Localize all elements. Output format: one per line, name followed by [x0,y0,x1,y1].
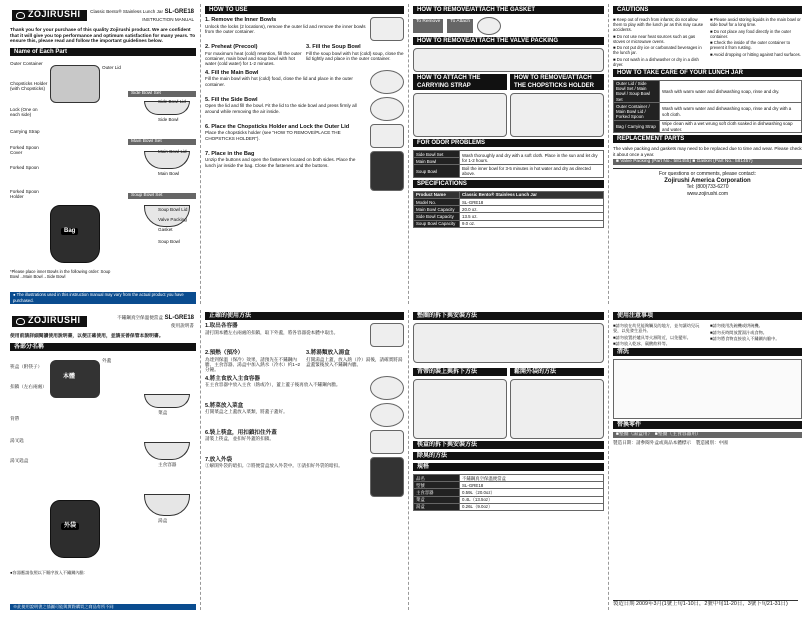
table-row: 菜盒 0.4L（13.5oz） [414,496,604,503]
label-side-bowl-lid: Side Bowl Lid [158,98,186,104]
step-5: 5.將菜放入菜盒 打開菜盒之上蓋放入菜類，將蓋子蓋好。 [205,403,404,427]
label-chopsticks-holder: Chopsticks Holder (with Chopsticks) [10,80,48,91]
chopsticks-heading: HOW TO REMOVE/ATTACH THE CHOPSTICKS HOLDER [510,74,604,90]
label-carrying-strap: Carrying Strap [10,128,40,134]
model-number: SL-GRE18 [164,8,194,15]
table-row: 湯盒 0.26L（9.0oz） [414,503,604,510]
steps-2-3 [205,350,404,376]
step-6-figure [370,124,404,148]
zojirushi-logo-icon [16,12,25,19]
gasket-attach-label: To Attach [447,19,473,33]
table-row: Outer Container / Main Bowl Lid / Forked Spoon Wash with warm water and dishwashing soap, rinse and dry with a soft cloth. [614,103,802,121]
step-4-text: Fill the main bowl with hot (cold) food, close the lid and place in the outer container. [205,76,353,87]
manufacture-date: 製造日期 2009年3月(1號上旬1-10日，2號中旬11-20日，3號下旬21-31日) [613,600,798,608]
label-outer-lid: Outer Lid [102,64,121,70]
cautions-list [613,17,802,67]
chopsticks-heading: 筷盒的拆下與安裝方法 [413,441,604,449]
intro-text: Thank you for your purchase of this quality Zojirushi product. We are confident that it will give you top performance and optimum satisfaction for many years. To ensure this, please read and follow the important guidelines below. [10,28,196,45]
parts-diagram [10,59,196,289]
model-number: SL-GRE18 [164,314,194,321]
contact-website: www.zojirushi.com [686,190,729,197]
contact-company: Zojirushi America Corporation [664,177,751,184]
step-6: 6.裝上筷盒，用扣鎖扣住外蓋 請裝上筷盒，並扣好外蓋的扣鎖。 [205,430,404,454]
steps-2-3 [205,44,404,70]
label-outer-lid: 外蓋 [102,357,112,363]
strap-figure [413,379,507,439]
table-row: Soup Bowl Boil the inner bowl for 3-5 minutes in hot water and dry as directed above. [414,165,604,177]
gasket-heading: HOW TO REMOVE/ATTACH THE GASKET [413,6,604,14]
care-heading: 清洗 [613,348,802,356]
bowl-order-note: *Please place inner Bowls in the following order: Soup Bowl→Main Bowl→Side Bowl [10,268,111,279]
table-row: Product Name Classic Bento® Stainless Lunch Jar [414,191,604,198]
cautions-heading: 使用注意事項 [613,312,802,320]
step-7: 7.放入外袋 ①解開外袋的暗扣。②將便當盒放入外袋中。③請扣好外袋的暗扣。 [205,457,404,497]
gasket-heading: 墊圈的拆下與安裝方法 [413,312,604,320]
label-lock: Lock (One on each side) [10,106,38,117]
intro-text: 使用前請詳細閱讀使用說明書，以便正確使用，並請妥善保管本說明書。 [10,334,164,339]
table-row: Soup Bowl Capacity 9.0 oz. [414,220,604,227]
chinese-header [10,310,196,332]
step-7-figure [370,151,404,191]
english-sheet [4,4,804,304]
label-soup-bowl: 湯盒 [158,517,168,523]
table-row: Main Bowl [414,158,604,165]
label-side-bowl: Side Bowl [158,116,179,122]
strap-heading: 背帶的裝上與拆下方法 [413,368,507,376]
table-row: 品名 不鏽鋼真空保溫便當盒 [414,475,604,482]
parts-heading: 各部分名稱 [10,343,196,351]
english-cautions-column [608,4,802,304]
step-6-title: 6. Place the Chopsticks Holder and Lock the Outer Lid [205,123,350,130]
main-bowl-set-heading: Main Bowl Set [128,139,196,145]
strap-chopsticks-section [413,72,604,137]
brand-logo: ZOJIRUSHI [12,10,87,21]
table-row: Side Bowl Capacity 13.5 oz. [414,213,604,220]
care-table-figure [613,359,802,419]
chopsticks-figure [510,93,604,137]
step-4: 4.將主食放入主食容器 在主食容器中放入主食（熱或冷），蓋上蓋子後再放入不鏽鋼內膽。 [205,376,404,400]
spec-table [413,474,604,511]
list-item: ■請勿使用洗碗機或烘碗機。 [710,323,763,328]
list-item: ■ Check the inside of the outer container to prevent it from rusting. [710,40,791,50]
contact-question: For questions or comments, please contact: [659,171,756,178]
label-main-bowl: Main Bowl [158,170,180,176]
label-forked-spoon-holder: Forked Spoon Holder [10,188,39,199]
bag-illustration: 外袋 [50,500,100,558]
list-item: ■請勿放入乾冰、碳酸飲料等。 [613,341,670,346]
label-carrying-strap: 背帶 [10,415,20,421]
step-4 [205,70,404,94]
table-row: Main Bowl Capacity 20.0 oz. [414,206,604,213]
manual-title: INSTRUCTION MANUAL [142,16,194,22]
how-to-use-heading: HOW TO USE [205,6,404,14]
main-bowl-illustration [144,442,190,460]
strap-chopsticks-section [413,366,604,439]
step-6-text: Place the chopsticks holder (see "HOW TO REMOVE/PLACE THE CHOPSTICKS HOLDER"). [205,130,341,141]
table-row: 型號 SL-GRE18 [414,482,604,489]
gasket-section [413,17,604,35]
gasket-remove-label: To Remove [413,19,443,33]
bag-open-figure [510,379,604,439]
model-block [90,8,194,23]
label-lock: 扣鎖（左右兩處） [10,383,47,389]
bowl-order-note: ●容器應請依照以下順序放入不鏽鋼內膽： [10,569,88,575]
replacement-text: The valve packing and gaskets may need to be replaced due to time and wear. Please check it about once a year. [613,146,802,157]
odor-heading: FOR ODOR PROBLEMS [413,139,604,147]
list-item: ■ Do not place any food directly in the outer container. [710,28,791,39]
label-side-bowl: 菜盒 [158,409,168,415]
label-forked-spoon: Forked Spoon [10,164,39,170]
valve-heading: HOW TO REMOVE/ATTACH THE VALVE PACKING [413,37,604,45]
step-2-title: 2. Preheat (Precool) [205,44,258,50]
soup-bowl-illustration [144,494,190,516]
label-forked-spoon-cover: Forked Spoon Cover [10,144,39,155]
spec-heading: 規格 [413,463,604,471]
replacement-heading: 替換零件 [613,421,802,429]
care-table [613,80,802,134]
valve-figure [413,48,604,72]
list-item: ■請勿放在幼兒能夠觸及的地方，並勿讓幼兒玩耍，以免發生意外。 [613,323,700,333]
table-row: 主食容器 0.59L（20.0oz） [414,489,604,496]
spec-table [413,191,604,228]
step-7-text: Unzip the buttons and open the fasteners located on both sides. Place the lunch jar inside the bag. Close the fasteners and the buttons. [205,157,356,168]
english-maintenance-column [408,4,604,304]
odor-heading: 除臭的方法 [413,452,604,460]
label-main-bowl-lid: Main Bowl Lid [158,148,187,154]
list-item: ■ Avoid dropping or hitting against hard surfaces. [710,51,801,57]
chinese-maintenance-column [408,310,604,610]
step-4-figure [370,376,404,400]
strap-figure [413,93,507,137]
step-1-figure [370,323,404,347]
contact-phone: Tel: (800)733-6270 [686,184,729,191]
parts-heading: Name of Each Part [10,48,196,56]
chinese-sheet [4,310,804,610]
zojirushi-logo-icon [16,318,25,325]
contact-block [613,168,802,197]
english-header [10,4,196,26]
brand-logo: ZOJIRUSHI [12,316,87,327]
replacement-heading: REPLACEMENT PARTS [613,135,802,143]
label-main-bowl: 主食容器 [158,461,177,467]
list-item: ■ Please avoid storing liquids in the main bowl or side bowl for a long time. [710,17,801,27]
step-3 [306,44,404,67]
made-in-text: 製造日期：請參閱外盒或商品本體標示 製造國別：中國 [613,440,728,445]
step-7 [205,151,404,191]
list-item: ■請勿放置於爐具等火源附近，以免變形。 [613,334,691,340]
parts-diagram [10,354,196,584]
manual-title: 使用說明書 [171,322,194,328]
label-soup-bowl-lid: Soup Bowl Lid [158,206,188,212]
main-body-illustration: 本體 [50,360,100,398]
step-1-title: 1. Remove the Inner Bowls [205,17,277,23]
step-3-title: 3. Fill the Soup Bowl [306,44,361,50]
step-6 [205,124,404,148]
chinese-how-to-use-column [200,310,404,610]
cautions-heading: CAUTIONS [613,6,802,14]
side-bowl-illustration [144,394,190,408]
table-row: Outer Lid / Side Bowl Set / Main Bowl / Soup Bowl Set Wash with warm water and dishwashing soap, rinse and dry. [614,80,802,103]
step-5-text: Open the lid and fill the bowl. Fit the lid to the side bowl and press firmly all around while removing the air inside. [205,103,357,114]
step-5-figure [370,403,404,427]
side-bowl-set-heading: Side Bowl Set [128,91,196,97]
label-spoon: 湯叉匙 [10,437,24,443]
gasket-figure [413,323,604,363]
step-1-figure [370,17,404,41]
product-name: Classic Bento® Stainless Lunch Jar [90,8,163,14]
step-1 [205,17,404,41]
step-1-text: Unlock the locks (2 locations), remove the outer lid and remove the inner bowls from the outer container. [205,23,366,34]
step-3: 3.將湯類放入湯盒 打開湯盒上蓋，放入熱（冷）湯後，請確實將湯盒蓋緊後放入不鏽鋼內膽。 [306,350,403,367]
step-2: 2.預熱（預冷） 為達到保溫（保冷）效果，請預先在不鏽鋼內膽、主食容器、湯盒中加入熱水（冷水）約1~2分鐘。 [205,350,301,373]
step-5 [205,97,404,121]
step-2 [205,44,303,67]
label-gasket: Gasket [158,226,173,232]
label-soup-bowl: Soup Bowl [158,238,180,244]
list-item: ■請勿長時間放置湯汁或食物。 [710,329,767,335]
bag-illustration: Bag [50,205,100,263]
model-block [117,314,194,329]
chinese-parts-column [10,310,196,610]
list-item: ■ Do not put dry ice or carbonated beverages in the lunch jar. [613,45,702,55]
care-heading: HOW TO TAKE CARE OF YOUR LUNCH JAR [613,69,802,77]
product-name: 不鏽鋼真空保溫便當盒 [117,314,163,320]
soup-bowl-set-heading: Soup Bowl Set [128,193,196,199]
english-how-to-use-column [200,4,404,304]
step-4-figure [370,70,404,94]
label-chopsticks-holder: 筷盒（附筷子） [10,363,43,369]
illustration-note: ● The illustrations used in this instruction manual may vary from the actual product you have purchased. [10,292,196,304]
list-item: ■請勿將食物直接放入不鏽鋼內膽中。 [710,336,780,341]
step-5-figure [370,97,404,121]
step-3-text: Fill the soup bowl with hot (cold) soup, close the lid tightly and place in the outer container. [306,50,404,61]
replacement-items: ■墊圈（湯盒用） ■墊圈（主食容器用） [613,432,802,438]
outer-container-illustration [50,65,100,103]
label-valve-packing: Valve Packing [158,216,187,222]
table-row: Model No. SL-GRE18 [414,199,604,206]
gasket-figure [477,17,501,35]
step-7-title: 7. Place in the Bag [205,150,255,157]
illustration-note: ※此使用說明書之插圖可能與實際購買之商品有所不同 [10,604,196,610]
bag-open-heading: 鬆開外袋的方法 [510,368,604,376]
spec-heading: SPECIFICATIONS [413,180,604,188]
cautions-list [613,323,802,346]
step-2-text: For maximum heat (cold) retention, fill the outer container, main bowl and soup bowl with hot water (cold water) for 1-2 minutes. [205,50,302,67]
step-4-title: 4. Fill the Main Bowl [205,69,259,76]
list-item: ■ Do not use near heat sources such as gas stoves or microwave ovens. [613,33,696,44]
table-row: Bag / Carrying Strap Wipe clean with a wet wrung soft cloth soaked in dishwashing soap and water. [614,120,802,132]
step-7-figure [370,457,404,497]
how-to-use-heading: 正確的使用方法 [205,312,404,320]
label-spoon-case: 湯叉匙盒 [10,457,29,463]
table-row: Side Bowl Set Wash thoroughly and dry with a soft cloth. Place in the sun and let dry for 1-2 hours. [414,151,604,158]
strap-heading: HOW TO ATTACH THE CARRYING STRAP [413,74,507,90]
chinese-cautions-column [608,310,802,610]
step-1: 1.取出各容器 請打開本體左右兩處的扣鎖，取下外蓋，將各容器從本體中取出。 [205,323,404,347]
english-parts-column [10,4,196,304]
label-outer-container: Outer Container [10,60,43,66]
list-item: ■ Do not wash in a dishwasher or dry in a dish dryer. [613,56,699,67]
replacement-items: ■ Valve Packing (Part No.: 581455) ■ Gasket (Part No.: 581457) [613,159,802,165]
odor-table [413,150,604,178]
step-6-figure [370,430,404,454]
step-5-title: 5. Fill the Side Bowl [205,96,258,103]
list-item: ■ Keep out of reach from infants; do not allow them to play with the lunch jar as this may cause accidents. [613,17,704,32]
